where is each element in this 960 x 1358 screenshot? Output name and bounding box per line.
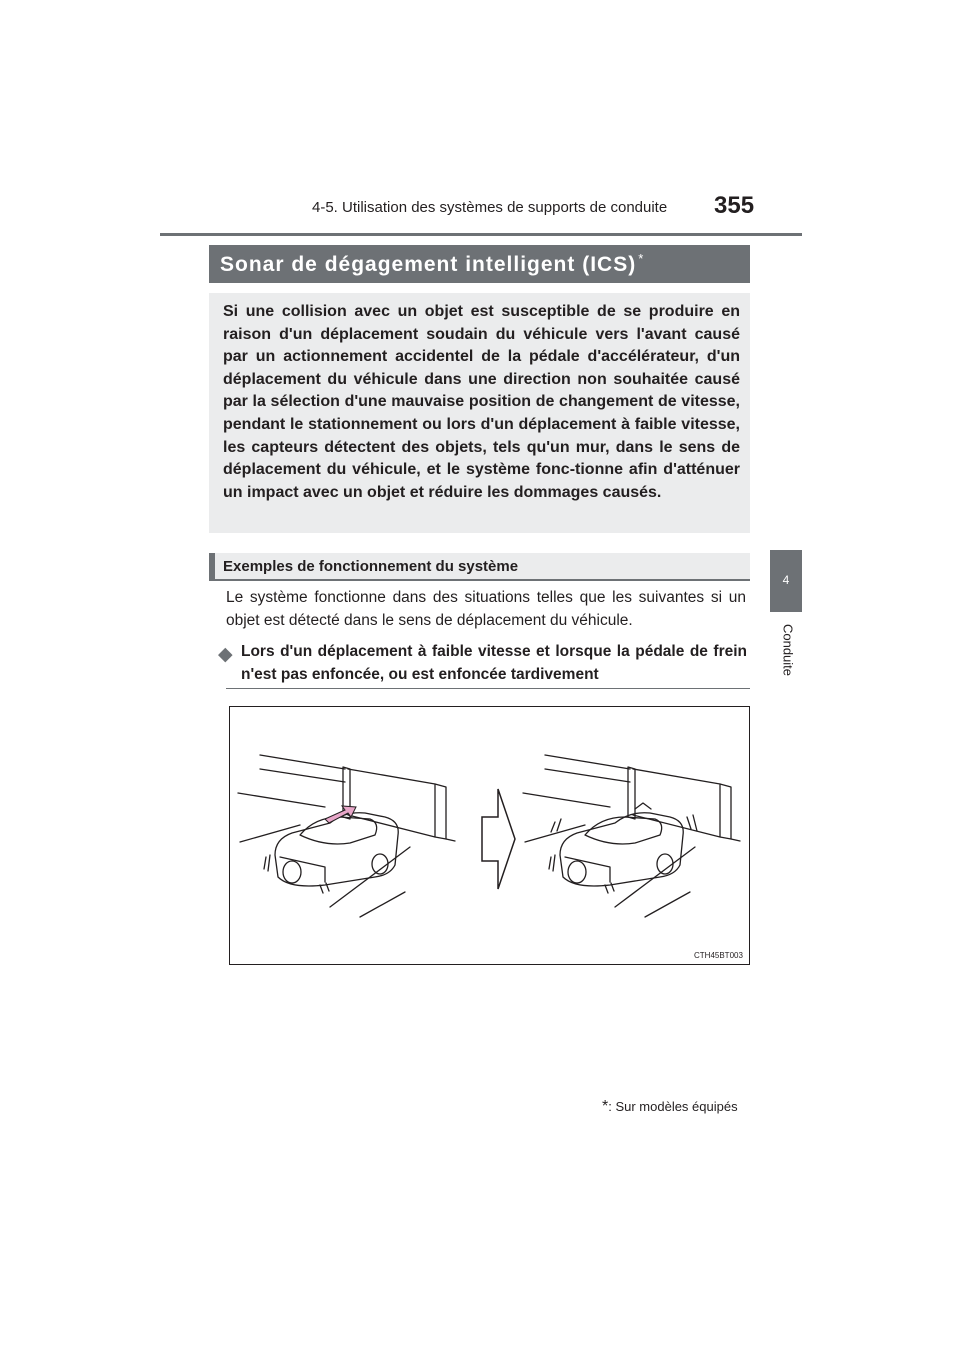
footnote [602,1098,738,1116]
chapter-tab-number: 4 [782,573,790,587]
left-sensor-waves-rear [264,855,270,871]
chapter-tab-label: Conduite [780,623,796,677]
transition-arrow-icon [482,789,515,889]
left-car-rear [280,857,325,882]
right-parking-line-3 [645,892,690,917]
left-curb-line [238,793,325,807]
right-wall-panel [633,769,720,837]
subsection-body: Le système fonctionne dans des situations telles que les suivantes si un objet est détecté dans le sens de déplacement du véhicule. [226,589,746,629]
left-parking-line-3 [360,892,405,917]
parking-illustration [230,707,751,966]
intro-paragraph: Si une collision avec un objet est susceptible de se produire en raison d'un déplacement soudain du véhicule vers l'avant causé par un actionnement accidentel de la pédale d'accélérateur, d'un déplacement du véhicule dans une direction non souhaitée causé par la sélection d'une mauvaise position de changement de vitesse, pendant le stationnement ou lors d'un déplacement à faible vitesse, les capteurs détectent des objets, tels qu'un mur, dans le sens de déplacement du véhicule, et le système fonc-tionne afin d'atténuer un impact avec un objet et réduire les dommages causés. [223,303,740,501]
left-wall-panel [348,769,435,837]
right-parking-line-2 [615,847,695,907]
page-number: 355 [714,192,755,219]
section-title-text: Sonar de dégagement intelligent (ICS) [220,253,637,276]
header-divider [160,233,802,236]
right-wall-endpost [720,784,731,839]
footnote-asterisk: * [602,1098,609,1115]
right-sensor-waves-side [551,819,561,832]
left-car-body [275,813,398,886]
illustration-figure [229,706,750,965]
right-car-wheel-rear [568,861,586,883]
bullet-heading: Lors d'un déplacement à faible vitesse et lorsque la pédale de frein n'est pas enfoncée, ou est enfoncée tardivement [241,643,747,683]
left-car-cabin [300,817,377,844]
right-stop-indicator [635,803,651,809]
right-curb-line [523,793,610,807]
right-car-wheel-front [657,854,673,874]
right-wall-post [628,767,635,819]
bullet-divider [226,688,750,689]
subsection-accent [209,553,215,581]
header-section-title: 4-5. Utilisation des systèmes de supports de conduite [312,199,668,216]
footnote-text: : Sur modèles équipés [608,1099,738,1114]
left-wall-base [446,839,455,841]
figure-code: CTH45BT003 [694,951,743,960]
forward-motion-arrow-icon [325,806,356,823]
left-car-wheel-rear [283,861,301,883]
left-parking-line-2 [330,847,410,907]
diamond-bullet-icon: ◆ [218,644,233,665]
right-sensor-waves-rear [549,855,555,871]
right-wall-top-rail [545,755,630,769]
left-wall-top-rail [260,755,345,769]
section-title [220,251,644,277]
right-car-rear [565,857,610,882]
left-wall-inner-line [260,769,345,782]
left-car-wheel-front [372,854,388,874]
right-car-cabin [585,817,662,844]
right-car-body [560,813,683,886]
left-wall-endpost [435,784,446,839]
title-asterisk: * [638,251,645,266]
right-wall-inner-line [545,769,630,782]
subsection-title: Exemples de fonctionnement du système [223,558,519,575]
right-wall-base [731,839,740,841]
